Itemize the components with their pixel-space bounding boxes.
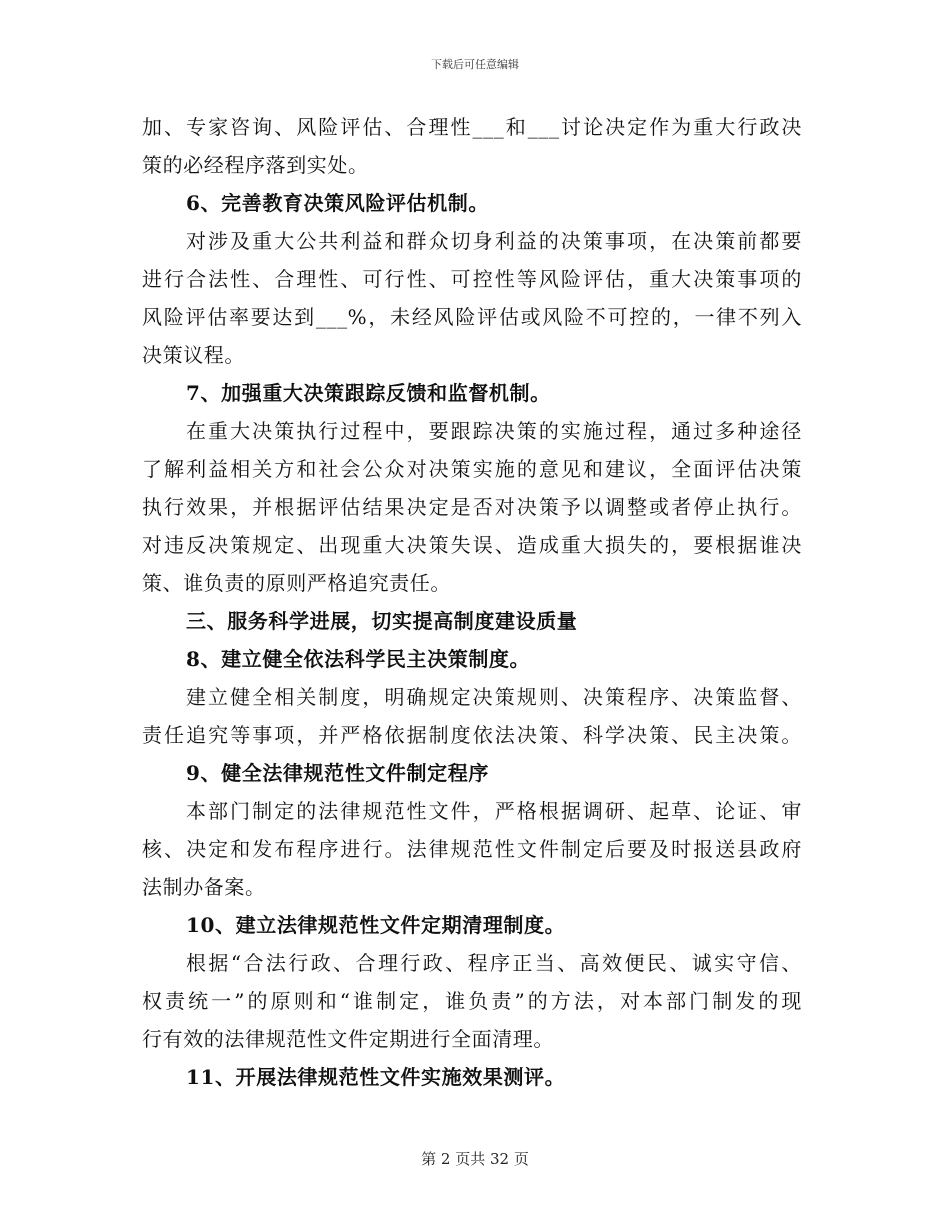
chapter-heading: 三、服务科学进展，切实提高制度建设质量 bbox=[186, 609, 578, 633]
section-heading: 10、建立法律规范性文件定期清理制度。 bbox=[186, 913, 566, 937]
paragraph-line: 建立健全相关制度，明确规定决策规则、决策程序、决策监督、 bbox=[186, 685, 802, 709]
paragraph-line: 对违反决策规定、出现重大决策失误、造成重大损失的，要根据谁决 bbox=[142, 533, 802, 557]
page-footer: 第 2 页共 32 页 bbox=[421, 1150, 529, 1168]
paragraph-line: 决策议程。 bbox=[142, 343, 245, 367]
paragraph-line: 了解利益相关方和社会公众对决策实施的意见和建议，全面评估决策 bbox=[142, 457, 802, 481]
paragraph-line: 执行效果，并根据评估结果决定是否对决策予以调整或者停止执行。 bbox=[142, 495, 802, 519]
section-heading: 6、完善教育决策风险评估机制。 bbox=[186, 191, 489, 215]
paragraph-line: 根据“合法行政、合理行政、程序正当、高效便民、诚实守信、 bbox=[186, 951, 802, 975]
paragraph-line: 风险评估率要达到___%，未经风险评估或风险不可控的，一律不列入 bbox=[142, 305, 802, 329]
paragraph-line: 策、谁负责的原则严格追究责任。 bbox=[142, 571, 451, 595]
paragraph-line: 责任追究等事项，并严格依据制度依法决策、科学决策、民主决策。 bbox=[142, 723, 802, 747]
paragraph-line: 策的必经程序落到实处。 bbox=[142, 153, 369, 177]
paragraph-line: 权责统一”的原则和“谁制定，谁负责”的方法，对本部门制发的现 bbox=[142, 989, 802, 1013]
section-heading: 7、加强重大决策跟踪反馈和监督机制。 bbox=[186, 381, 551, 405]
section-heading: 9、健全法律规范性文件制定程序 bbox=[186, 761, 489, 785]
paragraph-line: 行有效的法律规范性文件定期进行全面清理。 bbox=[142, 1027, 554, 1051]
page-header: 下载后可任意编辑 bbox=[431, 58, 519, 71]
paragraph-line: 在重大决策执行过程中，要跟踪决策的实施过程，通过多种途径 bbox=[186, 419, 802, 443]
paragraph-line: 核、决定和发布程序进行。法律规范性文件制定后要及时报送县政府 bbox=[142, 837, 802, 861]
paragraph-line: 法制办备案。 bbox=[142, 875, 266, 899]
document-body bbox=[142, 108, 802, 1096]
section-heading: 11、开展法律规范性文件实施效果测评。 bbox=[186, 1065, 566, 1089]
paragraph-line: 加、专家咨询、风险评估、合理性___和___讨论决定作为重大行政决 bbox=[142, 115, 802, 139]
paragraph-line: 本部门制定的法律规范性文件，严格根据调研、起草、论证、审 bbox=[186, 799, 802, 823]
section-heading: 8、建立健全依法科学民主决策制度。 bbox=[186, 647, 531, 671]
paragraph-line: 进行合法性、合理性、可行性、可控性等风险评估，重大决策事项的 bbox=[142, 267, 802, 291]
paragraph-line: 对涉及重大公共利益和群众切身利益的决策事项，在决策前都要 bbox=[186, 229, 802, 253]
